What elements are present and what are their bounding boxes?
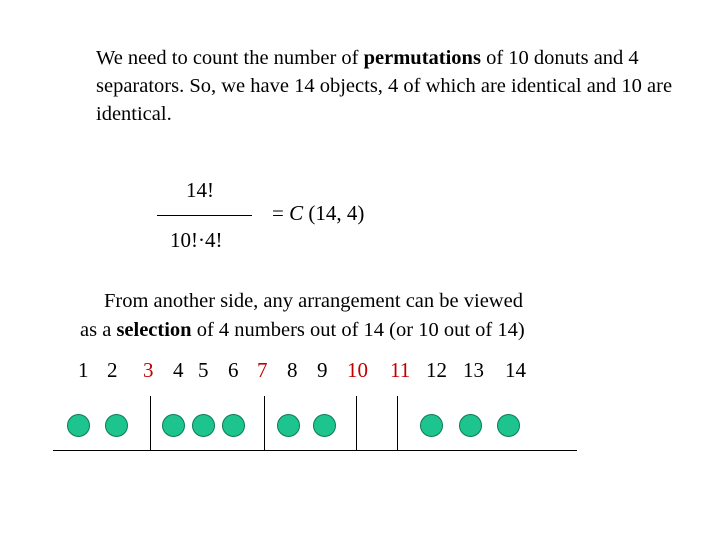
selection-text-start: as a: [80, 319, 117, 341]
equals-sign: =: [272, 201, 290, 225]
donut: [313, 414, 336, 437]
number-11: 11: [390, 358, 411, 382]
donut: [420, 414, 443, 437]
intro-paragraph: [96, 44, 696, 128]
combination-symbol: C: [289, 201, 304, 225]
separator-bar: [150, 396, 151, 450]
number-12: 12: [426, 358, 447, 382]
number-6: 6: [228, 358, 239, 382]
selection-line-1: From another side, any arrangement can be viewed: [104, 290, 523, 312]
formula-numerator: 14!: [186, 178, 214, 202]
intro-text-start: We need to count the number of: [96, 47, 364, 69]
number-4: 4: [173, 358, 184, 382]
number-3: 3: [143, 358, 154, 382]
baseline: [53, 450, 577, 451]
number-5: 5: [198, 358, 209, 382]
number-8: 8: [287, 358, 298, 382]
formula-equals: [272, 201, 364, 226]
number-13: 13: [463, 358, 484, 382]
donut: [67, 414, 90, 437]
combination-args: (14, 4): [303, 201, 365, 225]
donut: [459, 414, 482, 437]
donut: [277, 414, 300, 437]
number-14: 14: [505, 358, 526, 382]
selection-term: selection: [116, 319, 192, 341]
separator-bar: [356, 396, 357, 450]
donut: [105, 414, 128, 437]
donut: [222, 414, 245, 437]
formula-denominator: 10!·4!: [170, 228, 223, 252]
donut: [497, 414, 520, 437]
fraction-bar: [157, 215, 252, 216]
intro-text-end: of 10 donuts and 4 separators. So, we have 14 objects, 4 of which are identical and 10 are identical.: [96, 47, 673, 125]
number-1: 1: [78, 358, 89, 382]
donut: [192, 414, 215, 437]
number-2: 2: [107, 358, 118, 382]
separator-bar: [397, 396, 398, 450]
donut: [162, 414, 185, 437]
selection-paragraph: [80, 287, 680, 345]
permutations-term: permutations: [363, 47, 481, 69]
separator-bar: [264, 396, 265, 450]
selection-text-end: of 4 numbers out of 14 (or 10 out of 14): [191, 319, 525, 341]
number-7: 7: [257, 358, 268, 382]
selection-line-2: [80, 319, 525, 341]
number-9: 9: [317, 358, 328, 382]
number-10: 10: [347, 358, 368, 382]
